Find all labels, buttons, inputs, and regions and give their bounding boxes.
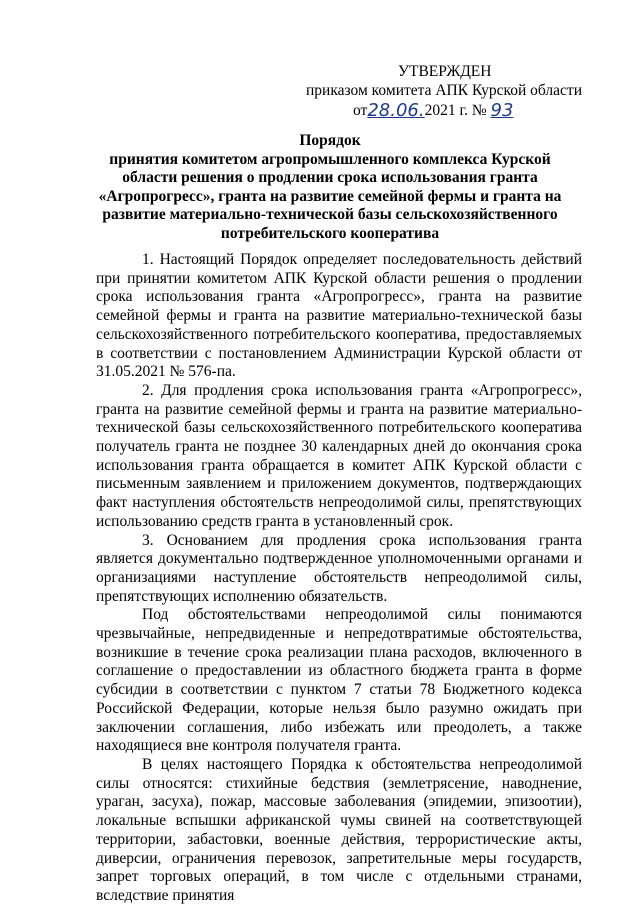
document-title	[60, 132, 600, 243]
paragraph-1: 1. Настоящий Порядок определяет последовательность действий при принятии комитетом АПК Курской области решения о продлении срока использования гранта «Агропрогресс», гранта на развитие семейной фермы и гранта на развитие материально-технической базы сельскохозяйственного потребительского кооператива, предоставляемых в соответствии с постановлением Администрации Курской области от 31.05.2021 № 576-па.	[96, 251, 582, 381]
document-body	[96, 251, 582, 906]
approval-dateline	[306, 100, 606, 120]
paragraph-2: 2. Для продления срока использования гранта «Агропрогресс», гранта на развитие семейной фермы и гранта на развитие материально-технической базы сельскохозяйственного потребительского кооператива получатель гранта не позднее 30 календарных дней до окончания срока использования гранта обращается в комитет АПК Курской области с письменным заявлением и приложением документов, подтверждающих факт наступления обстоятельств непреодолимой силы, препятствующих использованию средств гранта в установленный срок.	[96, 381, 582, 530]
date-suffix: 2021 г. №	[424, 102, 487, 119]
title-line: развитие материально-технической базы сельскохозяйственного	[102, 206, 558, 223]
title-line: принятия комитетом агропромышленного комплекса Курской	[109, 150, 551, 168]
title-line: Порядок	[299, 132, 361, 149]
handwritten-date: 28.06.	[367, 100, 425, 121]
approval-title: УТВЕРЖДЕН	[398, 63, 492, 80]
date-prefix: от	[353, 102, 368, 119]
approval-by: приказом комитета АПК Курской области	[306, 82, 582, 99]
approval-stamp	[306, 62, 606, 120]
handwritten-number: 93	[490, 100, 514, 121]
paragraph-force-majeure-list: В целях настоящего Порядка к обстоятельства непреодолимой силы относятся: стихийные бедствия (землетрясение, наводнение, ураган, засуха), пожар, массовые заболевания (эпидемии, эпизоотии), локальные вспышки африканской чумы свиней на соответствующей территории, забастовки, военные действия, террористические акты, диверсии, ограничения перевозок, запретительные меры государств, запрет торговых операций, в том числе с отдельными странами, вследствие принятия	[96, 755, 582, 904]
title-line: «Агропрогресс», гранта на развитие семейной фермы и гранта на	[98, 187, 562, 205]
paragraph-3: 3. Основанием для продления срока использования гранта является документально подтвержденное уполномоченными органами и организациями наступление обстоятельств непреодолимой силы, препятствующих исполнению обязательств.	[96, 531, 582, 605]
title-line: области решения о продлении срока использования гранта	[122, 169, 538, 186]
paragraph-force-majeure-definition: Под обстоятельствами непреодолимой силы понимаются чрезвычайные, непредвиденные и непредотвратимые обстоятельства, возникшие в течение срока реализации плана расходов, включенного в соглашение о предоставлении из областного бюджета гранта в форме субсидии в соответствии с пунктом 7 статьи 78 Бюджетного кодекса Российской Федерации, которые нельзя было разумно ожидать при заключении соглашения, либо избежать или преодолеть, а также находящиеся вне контроля получателя гранта.	[96, 606, 582, 755]
title-line: потребительского кооператива	[220, 224, 440, 242]
